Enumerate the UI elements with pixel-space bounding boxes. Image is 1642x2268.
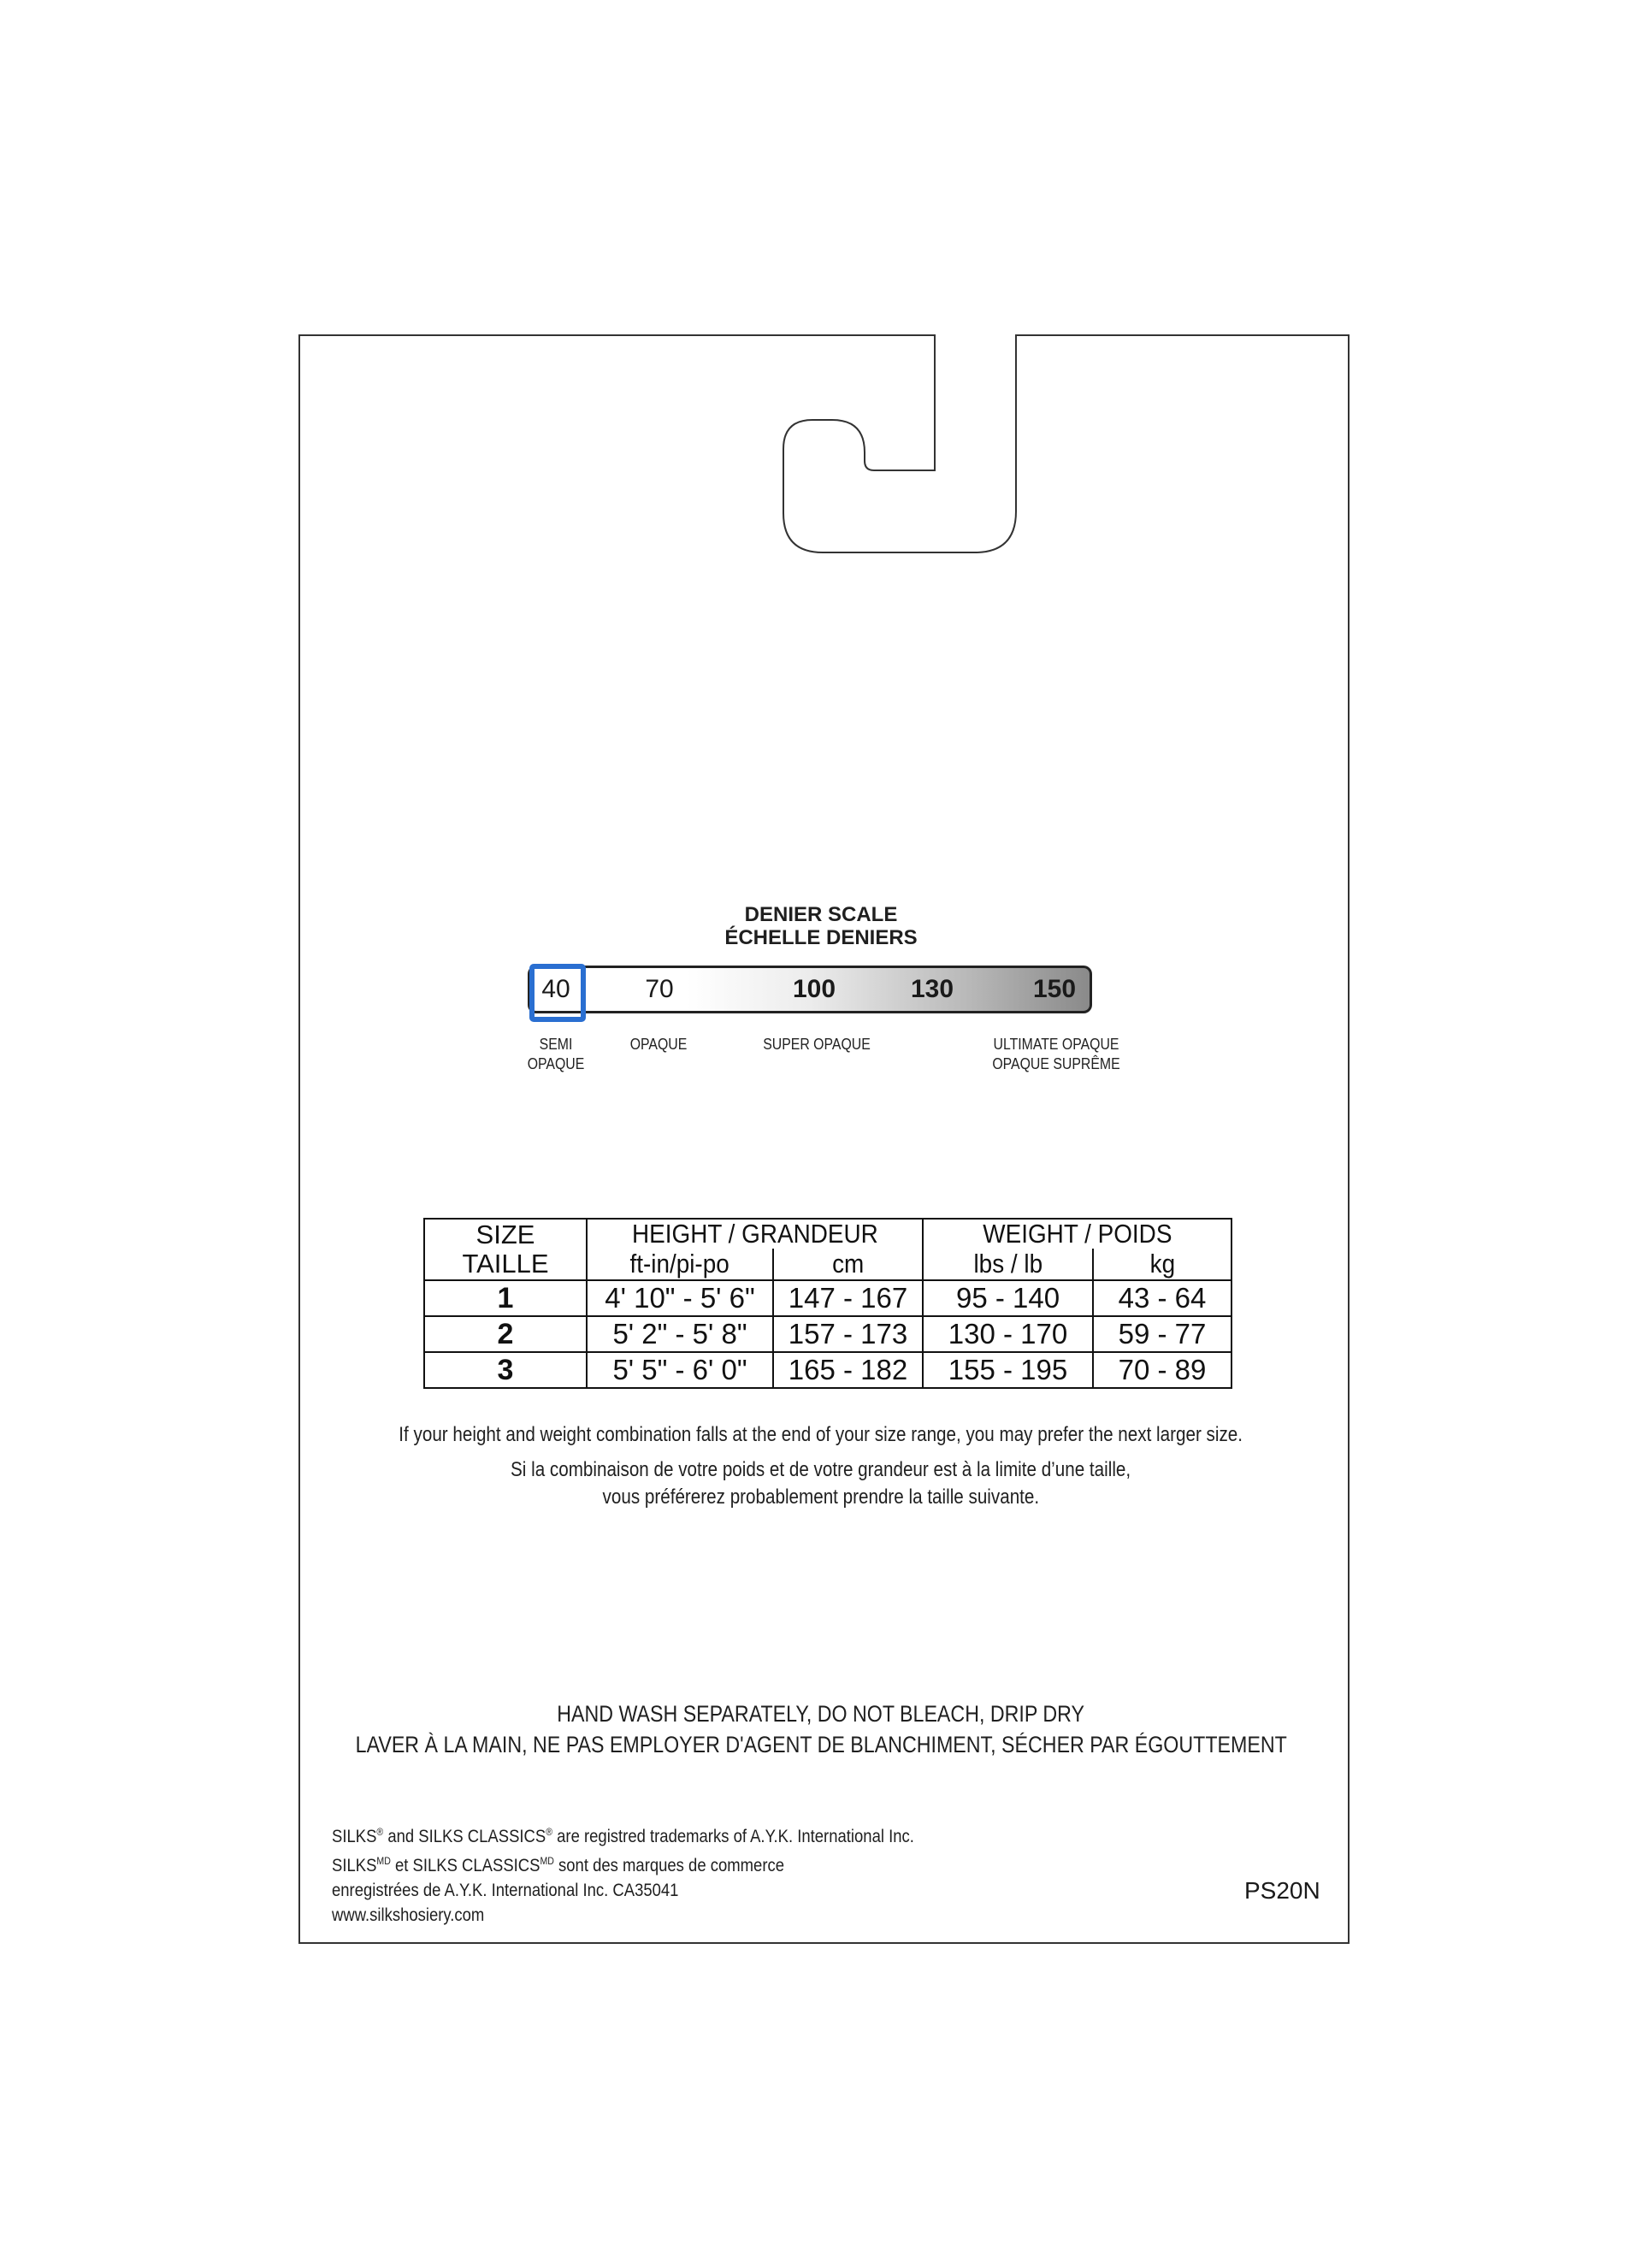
size-note-fr-line1 [257,1456,1385,1484]
table-row [424,1280,1232,1316]
height-header-cell [587,1219,923,1249]
ftin-cell: 4' 10" - 5' 6" [587,1280,773,1316]
lbs-cell: 155 - 195 [923,1352,1093,1388]
size-note-fr-line1-text: Si la combinaison de votre poids et de votre grandeur est à la limite d’une taille, [511,1458,1131,1481]
kg-cell: 59 - 77 [1093,1316,1232,1352]
denier-label-super-text: SUPER OPAQUE [763,1036,871,1053]
size-note-fr-line2 [257,1484,1385,1511]
denier-value-70: 70 [645,975,674,1003]
kg-cell: 70 - 89 [1093,1352,1232,1388]
care-instructions-fr [257,1731,1385,1758]
product-code: PS20N [1244,1877,1320,1904]
size-note-en [257,1421,1385,1449]
ftin-cell: 5' 2" - 5' 8" [587,1316,773,1352]
size-note-en-text: If your height and weight combination falls at the end of your size range, you may prefer the next larger size. [399,1423,1243,1446]
cm-cell: 147 - 167 [773,1280,923,1316]
trademark-footer [332,1820,914,1928]
denier-label-ultimate-opaque [984,1035,1127,1074]
denier-scale-title [650,903,992,949]
denier-value-40: 40 [541,975,570,1003]
cm-cell: 165 - 182 [773,1352,923,1388]
subheader-kg: kg [1093,1249,1232,1280]
size-header-fr: TAILLE [462,1249,549,1279]
size-cell: 3 [424,1352,587,1388]
height-header: HEIGHT / GRANDEUR [631,1219,878,1249]
trademark-line2: $SILKS^{MD}$ et SILKS $CLASSICS^{MD}$ sont des marques de commerce [332,1855,785,1875]
lbs-cell: 130 - 170 [923,1316,1093,1352]
denier-label-ultimate-line1: ULTIMATE OPAQUE [993,1036,1119,1053]
lbs-cell: 95 - 140 [923,1280,1093,1316]
weight-header: WEIGHT / POIDS [982,1219,1172,1249]
size-header-en: SIZE [475,1220,535,1249]
denier-value-150: 150 [1032,975,1077,1003]
subheader-lbs: lbs / lb [923,1249,1093,1280]
denier-value-100: 100 [792,975,836,1003]
care-en-text: HAND WASH SEPARATELY, DO NOT BLEACH, DRIP DRY [557,1701,1085,1727]
subheader-ftin: ft-in/pi-po [587,1249,773,1280]
website-link[interactable]: www.silkshosiery.com [332,1905,485,1925]
cm-cell: 157 - 173 [773,1316,923,1352]
ftin-cell: 5' 5" - 6' 0" [587,1352,773,1388]
size-chart-table [423,1218,1232,1389]
care-fr-text: LAVER À LA MAIN, NE PAS EMPLOYER D'AGENT DE BLANCHIMENT, SÉCHER PAR ÉGOUTTEMENT [355,1732,1287,1757]
trademark-line1: SILKS® and SILKS CLASSICS® are registred trademarks of A.Y.K. International Inc. [332,1826,914,1846]
table-row [424,1352,1232,1388]
denier-title-fr: ÉCHELLE DENIERS [724,926,918,949]
trademark-line3: enregistrées de A.Y.K. International Inc. CA35041 [332,1881,679,1900]
size-cell: 2 [424,1316,587,1352]
size-note-fr-line2-text: vous préférerez probablement prendre la taille suivante. [602,1485,1040,1509]
weight-header-cell [923,1219,1232,1249]
table-header-row [424,1219,1232,1249]
table-row [424,1316,1232,1352]
denier-title-en: DENIER SCALE [744,903,898,926]
denier-label-semi-opaque [518,1035,594,1074]
subheader-cm: cm [773,1249,923,1280]
denier-label-semi-line2: OPAQUE [527,1055,585,1072]
size-cell: 1 [424,1280,587,1316]
denier-label-ultimate-line2: OPAQUE SUPRÊME [992,1055,1120,1072]
denier-selected-highlight [529,964,586,1022]
denier-label-opaque-text: OPAQUE [629,1036,688,1053]
denier-value-130: 130 [910,975,954,1003]
denier-label-semi-line1: SEMI [539,1036,573,1053]
denier-label-opaque [621,1035,696,1054]
kg-cell: 43 - 64 [1093,1280,1232,1316]
care-instructions-en [257,1700,1385,1728]
denier-label-super-opaque [760,1035,873,1054]
size-header-cell [424,1219,587,1280]
